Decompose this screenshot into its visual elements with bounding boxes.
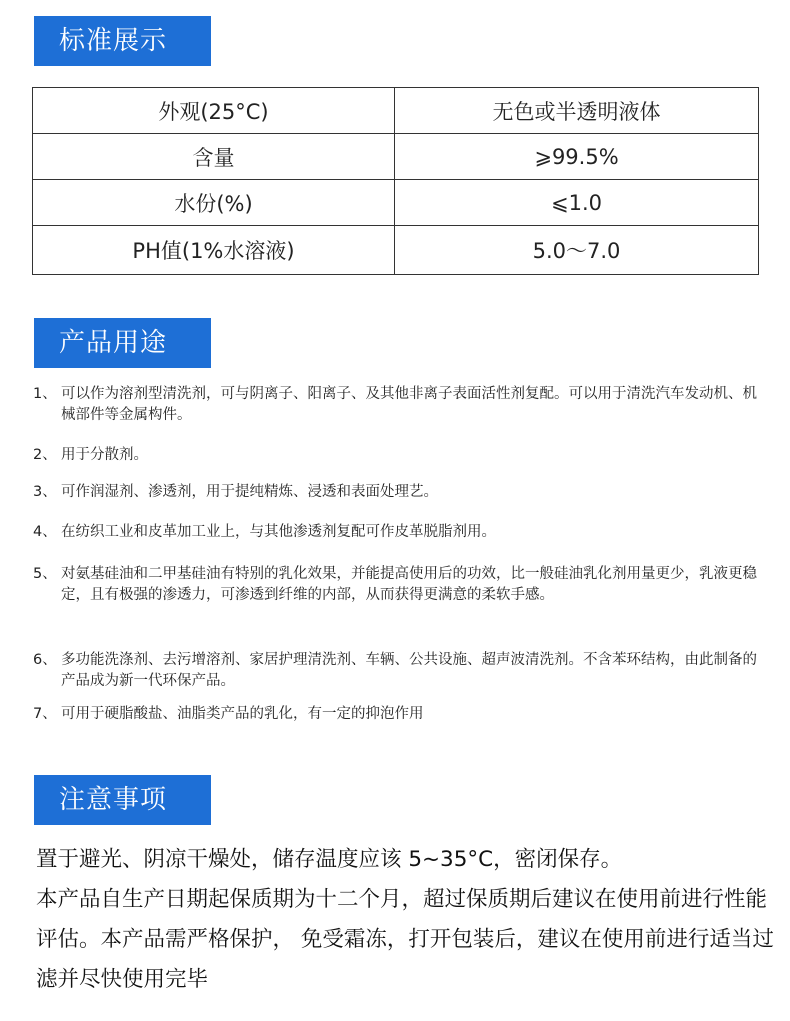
- list-item: [33, 482, 763, 503]
- item-number: 6、: [33, 652, 57, 668]
- list-item: [33, 384, 763, 426]
- list-item: [33, 704, 763, 725]
- notes-body: [36, 840, 776, 1000]
- item-text: 多功能洗涤剂、去污增溶剂、家居护理清洗剂、车辆、公共设施、超声波清洗剂。不含苯环结构，由此制备的产品成为新一代环保产品。: [61, 652, 757, 689]
- item-text: 可以作为溶剂型清洗剂，可与阴离子、阳离子、及其他非离子表面活性剂复配。可以用于清洗汽车发动机、机械部件等金属构件。: [61, 386, 757, 423]
- spec-label: PH值(1%水溶液): [33, 226, 395, 275]
- table-row: [33, 134, 759, 180]
- item-number: 4、: [33, 524, 57, 540]
- item-text: 可用于硬脂酸盐、油脂类产品的乳化，有一定的抑泡作用: [61, 706, 424, 722]
- section-title-usage: 产品用途: [34, 318, 211, 368]
- section-title-standard: 标准展示: [34, 16, 211, 66]
- table-row: [33, 226, 759, 275]
- item-number: 2、: [33, 447, 57, 463]
- item-text: 用于分散剂。: [61, 447, 148, 463]
- list-item: [33, 445, 763, 466]
- list-item: [33, 650, 763, 692]
- item-text: 对氨基硅油和二甲基硅油有特别的乳化效果，并能提高使用后的功效，比一般硅油乳化剂用量更少，乳液更稳定，且有极强的渗透力，可渗透到纤维的内部，从而获得更满意的柔软手感。: [61, 566, 757, 603]
- spec-value: ⩽1.0: [395, 180, 759, 226]
- item-number: 7、: [33, 706, 57, 722]
- spec-label: 外观(25°C): [33, 88, 395, 134]
- item-text: 可作润湿剂、渗透剂，用于提纯精炼、浸透和表面处理艺。: [61, 484, 438, 500]
- table-row: [33, 180, 759, 226]
- section-title-notes: 注意事项: [34, 775, 211, 825]
- item-number: 1、: [33, 386, 57, 402]
- item-number: 3、: [33, 484, 57, 500]
- spec-label: 水份(%): [33, 180, 395, 226]
- list-item: [33, 564, 763, 606]
- notes-paragraph: 本产品自生产日期起保质期为十二个月，超过保质期后建议在使用前进行性能评估。本产品需严格保护， 免受霜冻，打开包装后，建议在使用前进行适当过滤并尽快使用完毕: [36, 887, 774, 992]
- list-item: [33, 522, 763, 543]
- table-row: [33, 88, 759, 134]
- item-number: 5、: [33, 566, 57, 582]
- item-text: 在纺织工业和皮革加工业上，与其他渗透剂复配可作皮革脱脂剂用。: [61, 524, 496, 540]
- spec-value: ⩾99.5%: [395, 134, 759, 180]
- notes-paragraph: 置于避光、阴凉干燥处，储存温度应该 5~35°C，密闭保存。: [36, 847, 623, 872]
- spec-value: 5.0～7.0: [395, 226, 759, 275]
- spec-table: [32, 87, 759, 275]
- spec-label: 含量: [33, 134, 395, 180]
- spec-value: 无色或半透明液体: [395, 88, 759, 134]
